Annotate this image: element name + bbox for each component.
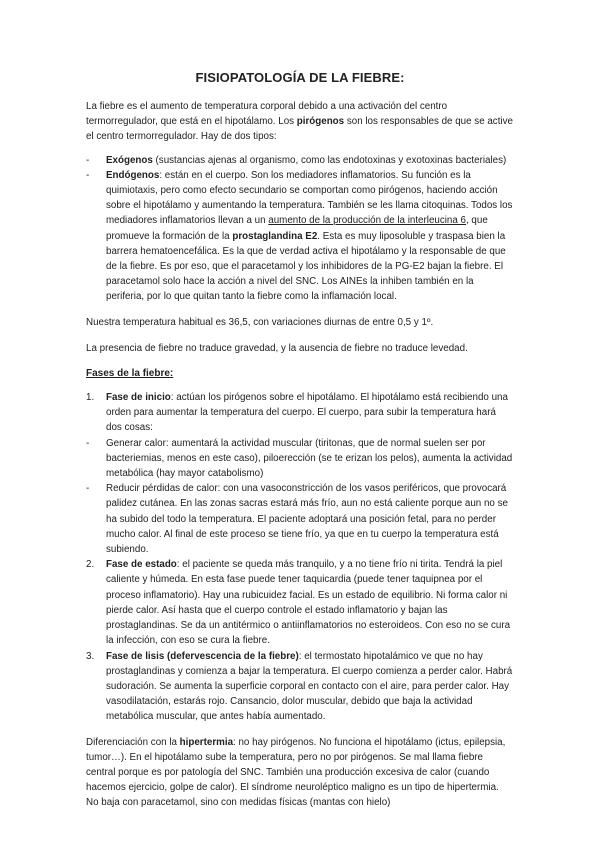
endogenos-text-2: , que promueve la formación de la [106,215,488,242]
phase-title-estado: Fase de estado [106,559,177,571]
term-prostaglandina: prostaglandina E2 [232,230,318,242]
term-exogenos: Exógenos [106,154,153,166]
list-marker: - [86,437,90,449]
subitem-text: Reducir pérdidas de calor: con una vasoconstricción de los vasos periféricos, que provocará palidez cutánea. En las zonas sacras estará más frío, aun no está caliente porque aun no se ha subido del todo la temperatura. El paciente adoptará una posición fetal, para no perder mucho calor. Al final de este proceso se tiene frío, ya que en tu cuerpo la temperatura está subiendo. [106,483,508,556]
term-hipertermia: hipertermia [179,736,234,748]
phase-text-lisis: : el termostato hipotalámico ve que no hay prostaglandinas y comienza a bajar la temperatura. El cuerpo comienza a perder calor. Habrá sudoración. Se aumenta la superficie corporal en contacto con el aire, para perder calor. Hay vasodilatación, estarás rojo. Cansancio, dolor muscular, debido que baja la actividad metabólica muscular, que antes había aumentado. [106,650,513,723]
list-marker: - [86,169,90,181]
phase-item-estado [86,557,514,648]
phase-item-inicio [86,390,514,436]
phases-list [86,390,514,724]
phase-text-inicio: : actúan los pirógenos sobre el hipotálamo. El hipotálamo está recibiendo una orden para aumentar la temperatura del cuerpo. El cuerpo, para subir la temperatura hará dos cosas: [106,392,508,434]
term-endogenos: Endógenos [106,169,160,181]
subitem-text: Generar calor: aumentará la actividad muscular (tiritonas, que de normal suelen ser por bacteriemias, menos en este caso), piloerección (se te erizan los pelos), aumenta la actividad metabólica (hay mayor catabolismo) [106,437,513,480]
intro-text-end: son los responsables de que se active el centro termorregulador. Hay de dos tipos: [86,116,513,143]
phase-title-inicio: Fase de inicio [106,392,171,404]
phases-heading: Fases de la fiebre: [86,368,174,380]
pyrogen-types-list [86,153,514,305]
intro-paragraph [86,99,514,145]
underlined-interleucina: aumento de la producción de la interleucina 6 [268,215,466,227]
hyper-text: Diferenciación con la [86,736,180,748]
intro-text: La fiebre es el aumento de temperatura corporal debido a una activación del centro termorregulador, que está en el hipotálamo. Los [86,101,448,128]
hyper-text-end: : no hay pirógenos. No funciona el hipotálamo (ictus, epilepsia, tumor…). En el hipotálamo sube la temperatura, pero no por pirógenos. Se mal llama fiebre central porque es por patología del SNC. También una producción excesiva de calor (cuando hacemos ejercicio, golpe de calor). El síndrome neuroléptico maligno es un tipo de hipertermia. No baja con paracetamol, sino con medidas físicas (mantas con hielo) [86,736,506,809]
list-marker: - [86,483,90,495]
list-number: 3. [86,650,95,662]
list-item-exogenos [86,153,514,168]
exogenos-text: (sustancias ajenas al organismo, como las endotoxinas y exotoxinas bacteriales) [152,154,507,166]
endogenos-text-3: . Esta es muy liposoluble y traspasa bien la barrera hematoencefálica. Es la que de verdad activa el hipotálamo y la responsable de que de la fiebre. Es por eso, que el paracetamol y los inhibidores de la PG-E2 bajan la fiebre. El paracetamol solo hace la acción a nivel del SNC. Los AINEs la inhiben también en la periferia, por lo que quitan tanto la fiebre como la inflamación local. [106,230,506,303]
phase-item-lisis [86,649,514,725]
gravity-paragraph: La presencia de fiebre no traduce gravedad, y la ausencia de fiebre no traduce levedad. [86,342,468,354]
temperature-paragraph: Nuestra temperatura habitual es 36,5, con variaciones diurnas de entre 0,5 y 1º. [86,316,434,328]
list-number: 2. [86,559,95,571]
list-item-endogenos [86,168,514,305]
phase-title-lisis: Fase de lisis (defervescencia de la fiebre) [106,650,299,662]
list-marker: - [86,154,90,166]
list-number: 1. [86,392,95,404]
endogenos-text: : están en el cuerpo. Son los mediadores inflamatorios. Su función es la quimiotaxis, pero como efecto secundario se comportan como pirógenos, haciendo acción sobre el hipotálamo y aumentando la temperatura. También se les llama citoquinas. Todos los mediadores inflamatorios llevan a un [106,169,513,227]
phase-subitem-reducir-perdidas [86,481,514,557]
intro-bold-pirogenos: pirógenos [296,116,345,128]
phase-text-estado: : el paciente se queda más tranquilo, y a no tiene frío ni tirita. Tendrá la piel caliente y húmeda. En esta fase puede tener taquicardia (puede tener taquipnea por el proceso inflamatorio). Hay una rubicuidez facial. Es un estado de equilibrio. Ni forma calor ni pierde calor. Así hasta que el cuerpo controle el estado inflamatorio y bajan las prostaglandinas. Se da un antitérmico o antiinflamatorios no esteroideos. Con eso no se cura la infección, con eso se cura la fiebre. [106,559,511,647]
document-title: FISIOPATOLOGÍA DE LA FIEBRE: [195,70,405,85]
phase-subitem-generar-calor [86,436,514,482]
hyperthermia-paragraph [86,735,514,811]
